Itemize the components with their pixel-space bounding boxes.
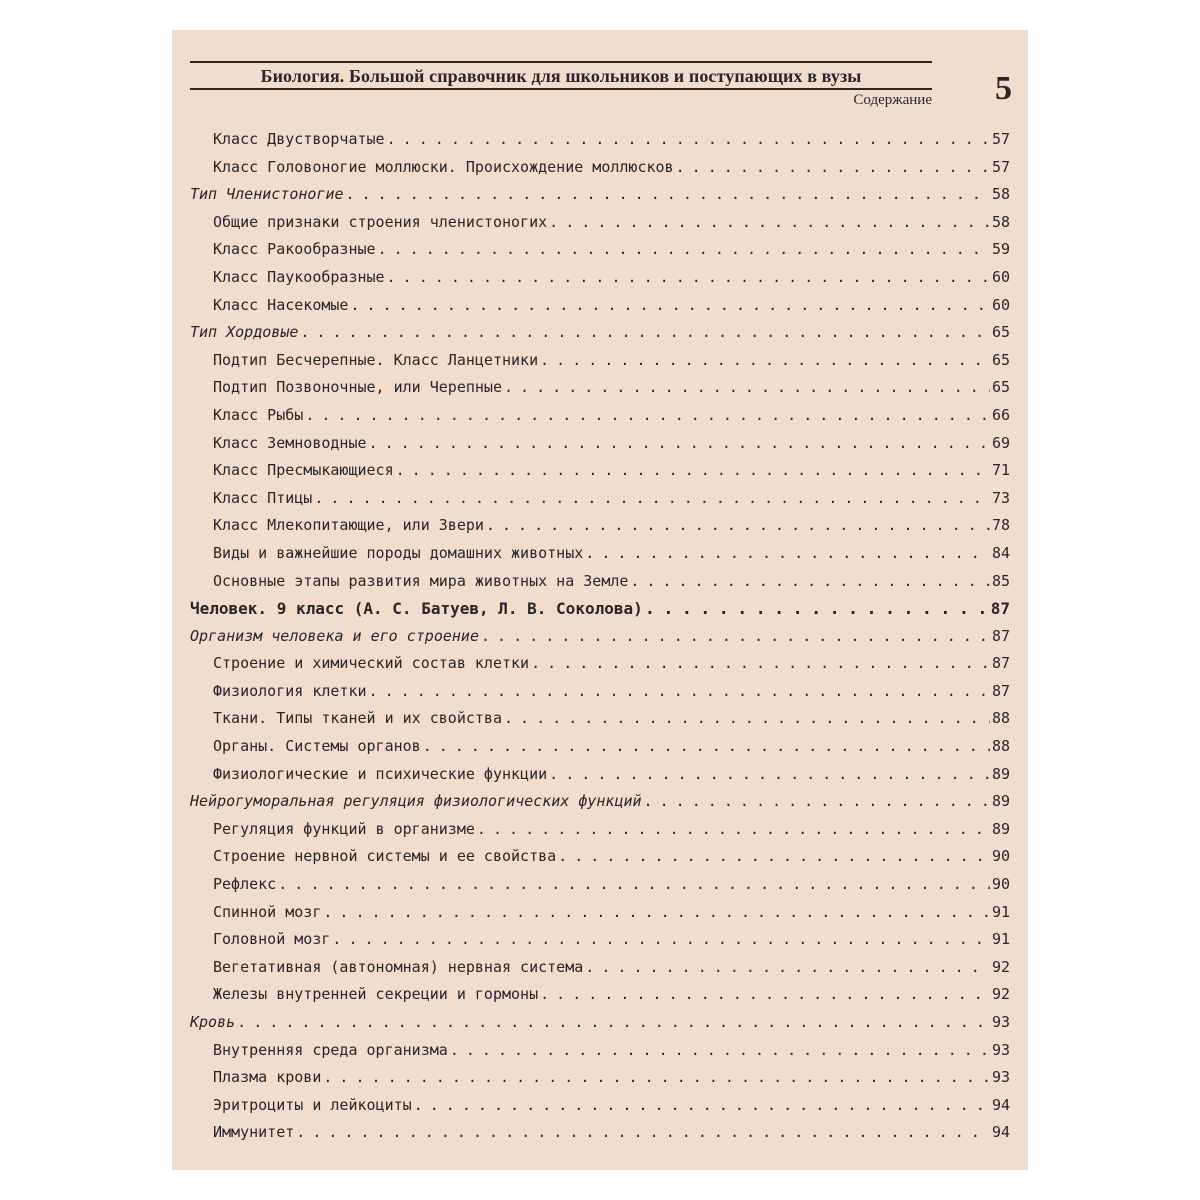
- toc-entry-page: 57: [991, 130, 1010, 148]
- toc-entry-page: 71: [991, 461, 1010, 480]
- toc-entry: [190, 154, 1010, 182]
- toc-entry-title: Виды и важнейшие породы домашних животных: [213, 543, 584, 562]
- toc-entry-title: Организм человека и его строение: [190, 626, 479, 645]
- toc-leader-dots: [369, 678, 990, 706]
- toc-entry-page: 69: [991, 433, 1010, 452]
- toc-entry-page: 60: [991, 267, 1010, 286]
- toc-entry: [190, 843, 1010, 871]
- toc-leader-dots: [540, 347, 990, 375]
- toc-entry-page: 66: [991, 405, 1010, 424]
- toc-entry-title: Ткани. Типы тканей и их свойства: [213, 709, 502, 728]
- toc-entry-title: Класс Рыбы: [213, 405, 304, 424]
- toc-entry-page: 87: [990, 599, 1010, 619]
- toc-entry-page: 65: [991, 350, 1010, 369]
- toc-entry-title: Класс Млекопитающие, или Звери: [213, 516, 484, 535]
- toc-entry-page: 65: [991, 323, 1010, 342]
- toc-entry-title: Человек. 9 класс (А. С. Батуев, Л. В. Соколова): [190, 599, 643, 619]
- toc-leader-dots: [350, 292, 989, 320]
- toc-leader-dots: [314, 485, 990, 513]
- toc-entry-title: Вегетативная (автономная) нервная система: [213, 957, 584, 976]
- toc-entry-page: 73: [991, 488, 1010, 507]
- toc-entry-title: Класс Пресмыкающиеся: [213, 461, 394, 480]
- toc-entry-title: Класс Ракообразные: [213, 240, 376, 259]
- toc-entry-page: 65: [991, 378, 1010, 397]
- toc-leader-dots: [369, 430, 990, 458]
- toc-entry-title: Основные этапы развития мира животных на Земле: [213, 571, 629, 590]
- toc-entry-title: Класс Птицы: [213, 488, 313, 507]
- toc-leader-dots: [305, 402, 990, 430]
- toc-entry-page: 91: [991, 902, 1010, 921]
- toc-leader-dots: [346, 181, 990, 209]
- toc-entry: [190, 871, 1010, 899]
- toc-entry: [190, 733, 1010, 761]
- toc-entry: [190, 1037, 1010, 1065]
- toc-entry-page: 89: [991, 764, 1010, 783]
- toc-entry-page: 90: [991, 847, 1010, 866]
- toc-entry: [190, 181, 1010, 209]
- running-header-title: Биология. Большой справочник для школьников и поступающих в вузы: [260, 66, 862, 86]
- toc-leader-dots: [504, 705, 990, 733]
- toc-entry-page: 94: [991, 1095, 1010, 1114]
- toc-leader-dots: [676, 154, 990, 182]
- toc-entry-page: 58: [991, 212, 1010, 231]
- toc-leader-dots: [645, 596, 989, 624]
- toc-entry: [190, 512, 1010, 540]
- running-header-section: Содержание: [853, 92, 932, 108]
- toc-entry-page: 89: [991, 819, 1010, 838]
- toc-entry-title: Строение нервной системы и ее свойства: [213, 847, 557, 866]
- toc-entry-page: 91: [991, 930, 1010, 949]
- toc-entry: [190, 568, 1010, 596]
- toc-entry-title: Спинной мозг: [213, 902, 322, 921]
- toc-leader-dots: [504, 374, 990, 402]
- toc-entry: [190, 705, 1010, 733]
- toc-leader-dots: [450, 1037, 990, 1065]
- toc-entry-title: Класс Насекомые: [213, 295, 349, 314]
- toc-leader-dots: [549, 761, 990, 789]
- header-top-rule: [190, 61, 932, 63]
- toc-entry: [190, 1009, 1010, 1037]
- toc-leader-dots: [278, 871, 990, 899]
- toc-entry-page: 78: [991, 516, 1010, 535]
- toc-entry-page: 93: [991, 1040, 1010, 1059]
- toc-entry: [190, 678, 1010, 706]
- table-of-contents: [190, 126, 1010, 1147]
- toc-entry-title: Класс Головоногие моллюски. Происхождение моллюсков: [213, 157, 674, 176]
- toc-entry-page: 88: [991, 737, 1010, 756]
- toc-entry: [190, 236, 1010, 264]
- toc-entry: [190, 402, 1010, 430]
- toc-entry-title: Рефлекс: [213, 875, 277, 894]
- toc-entry-title: Иммунитет: [213, 1123, 295, 1142]
- toc-entry: [190, 1064, 1010, 1092]
- toc-leader-dots: [585, 954, 990, 982]
- toc-entry-title: Кровь: [190, 1013, 236, 1031]
- toc-entry: [190, 264, 1010, 292]
- toc-entry-title: Органы. Системы органов: [213, 737, 421, 756]
- toc-entry: [190, 209, 1010, 237]
- toc-leader-dots: [323, 1064, 990, 1092]
- toc-entry-page: 92: [991, 985, 1010, 1004]
- toc-entry: [190, 761, 1010, 789]
- toc-entry-title: Общие признаки строения членистоногих: [213, 212, 548, 231]
- toc-entry: [190, 816, 1010, 844]
- toc-leader-dots: [558, 843, 990, 871]
- toc-entry: [190, 595, 1010, 623]
- toc-entry: [190, 623, 1010, 651]
- toc-entry-title: Подтип Позвоночные, или Черепные: [213, 378, 502, 397]
- toc-entry: [190, 457, 1010, 485]
- toc-entry-page: 84: [991, 543, 1010, 562]
- toc-entry-page: 92: [991, 957, 1010, 976]
- toc-entry-page: 87: [991, 654, 1010, 673]
- toc-entry: [190, 374, 1010, 402]
- toc-entry-title: Эритроциты и лейкоциты: [213, 1095, 412, 1114]
- toc-entry-title: Нейрогуморальная регуляция физиологических функций: [190, 792, 642, 811]
- toc-leader-dots: [237, 1009, 990, 1037]
- toc-entry-page: 93: [991, 1013, 1010, 1031]
- toc-entry-page: 90: [991, 875, 1010, 894]
- toc-entry-title: Класс Двустворчатые: [213, 130, 385, 148]
- toc-leader-dots: [423, 733, 990, 761]
- toc-leader-dots: [630, 568, 990, 596]
- toc-entry-title: Внутренняя среда организма: [213, 1040, 448, 1059]
- toc-entry-title: Плазма крови: [213, 1068, 322, 1087]
- toc-entry: [190, 347, 1010, 375]
- toc-entry: [190, 430, 1010, 458]
- toc-entry: [190, 981, 1010, 1009]
- toc-leader-dots: [477, 816, 990, 844]
- toc-entry-title: Класс Паукообразные: [213, 267, 385, 286]
- toc-entry-title: Регуляция функций в организме: [213, 819, 475, 838]
- toc-entry-page: 59: [991, 240, 1010, 259]
- toc-leader-dots: [540, 981, 990, 1009]
- toc-entry: [190, 788, 1010, 816]
- toc-leader-dots: [481, 623, 990, 651]
- toc-leader-dots: [387, 126, 990, 154]
- toc-entry: [190, 1119, 1010, 1147]
- toc-leader-dots: [332, 926, 990, 954]
- toc-entry-page: 88: [991, 709, 1010, 728]
- toc-entry-page: 57: [991, 157, 1010, 176]
- toc-entry: [190, 292, 1010, 320]
- toc-leader-dots: [549, 209, 990, 237]
- toc-entry-title: Тип Хордовые: [190, 323, 299, 342]
- toc-entry: [190, 954, 1010, 982]
- toc-entry: [190, 926, 1010, 954]
- toc-entry-title: Тип Членистоногие: [190, 185, 344, 204]
- toc-leader-dots: [486, 512, 990, 540]
- book-page: [172, 30, 1028, 1170]
- toc-entry-title: Физиологические и психические функции: [213, 764, 548, 783]
- toc-leader-dots: [378, 236, 990, 264]
- toc-leader-dots: [531, 650, 990, 678]
- toc-entry-page: 94: [991, 1123, 1010, 1142]
- toc-leader-dots: [323, 899, 990, 927]
- toc-entry-title: Железы внутренней секреции и гормоны: [213, 985, 539, 1004]
- toc-entry: [190, 540, 1010, 568]
- page-number: 5: [995, 70, 1012, 107]
- toc-entry-page: 89: [991, 792, 1010, 811]
- toc-leader-dots: [300, 319, 990, 347]
- toc-entry-title: Строение и химический состав клетки: [213, 654, 530, 673]
- toc-leader-dots: [585, 540, 990, 568]
- toc-leader-dots: [396, 457, 990, 485]
- toc-leader-dots: [644, 788, 990, 816]
- toc-leader-dots: [296, 1119, 990, 1147]
- toc-entry-page: 58: [991, 185, 1010, 204]
- toc-entry-page: 85: [991, 571, 1010, 590]
- toc-leader-dots: [414, 1092, 990, 1120]
- toc-leader-dots: [387, 264, 990, 292]
- toc-entry: [190, 485, 1010, 513]
- toc-entry-title: Головной мозг: [213, 930, 331, 949]
- header-bottom-rule: [190, 88, 932, 90]
- toc-entry-page: 93: [991, 1068, 1010, 1087]
- toc-entry-page: 87: [991, 626, 1010, 645]
- toc-entry: [190, 1092, 1010, 1120]
- toc-entry-title: Класс Земноводные: [213, 433, 367, 452]
- toc-entry-title: Подтип Бесчерепные. Класс Ланцетники: [213, 350, 539, 369]
- toc-entry: [190, 319, 1010, 347]
- toc-entry-title: Физиология клетки: [213, 681, 367, 700]
- toc-entry: [190, 650, 1010, 678]
- toc-entry: [190, 899, 1010, 927]
- toc-entry: [190, 126, 1010, 154]
- toc-entry-page: 60: [991, 295, 1010, 314]
- toc-entry-page: 87: [991, 681, 1010, 700]
